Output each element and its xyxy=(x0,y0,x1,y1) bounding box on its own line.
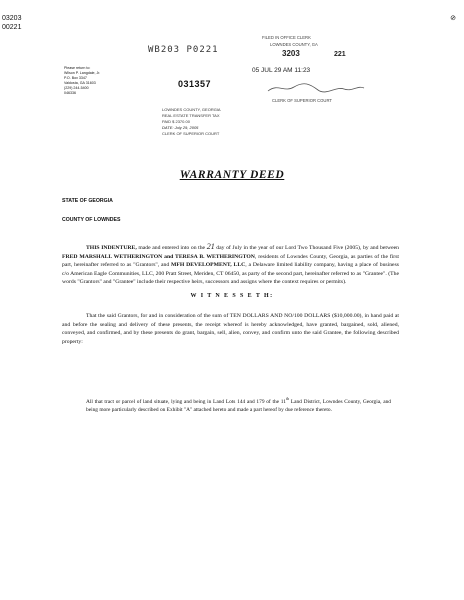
stamp-clerk: CLERK OF SUPERIOR COURT xyxy=(162,131,220,136)
return-to-ref: 046336 xyxy=(64,91,76,95)
return-to-box: P.O. Box 3347 xyxy=(64,76,87,80)
consideration-text: That the said Grantors, for and in consideration of the sum of TEN DOLLARS AND NO/100 DOLLARS ($10,000.00), in hand paid at and before the sealing and delivery of these presents, the receipt whereof is hereby acknowledged, have granted, bargained, sold, aliened, conveyed, and confirmed, and by these presents do grant, bargain, sell, alien, convey, and confirm unto the said Grantee, the following described property: xyxy=(62,313,399,345)
clerk-stamp-county: LOWNDES COUNTY, GA xyxy=(270,42,318,47)
clerk-stamp-book: 3203 xyxy=(282,49,300,58)
property-text-2: Land District, Lowndes County, Georgia, and being more particularly described on Exhibit "A" attached hereto and made a part hereof by due reference thereto. xyxy=(86,398,391,413)
document-number-stamp: WB203 P0221 xyxy=(148,45,219,55)
stamp-date: DATE: July 29, 2005 xyxy=(162,125,199,130)
book-page-reference xyxy=(2,14,21,32)
return-to-city: Valdosta, GA 31603 xyxy=(64,81,96,85)
book-number: 03203 xyxy=(2,15,22,22)
indenture-day: 21 xyxy=(206,242,215,251)
return-address-block xyxy=(64,66,126,96)
return-to-name: Wilson P. Langdale, Jr. xyxy=(64,71,101,75)
grantor-names: FRED MARSHALL WETHERINGTON and TERESA B. WETHERINGTON xyxy=(62,253,255,260)
document-title: WARRANTY DEED xyxy=(179,169,285,181)
county-heading: COUNTY OF LOWNDES xyxy=(62,217,121,223)
indenture-text-3: , residents of Lowndes County, Georgia, as parties of the first part, hereinafter referred to as "Grantors", and xyxy=(62,253,399,269)
clerk-stamp-page: 221 xyxy=(334,51,346,58)
file-number: 031357 xyxy=(178,79,212,89)
indenture-lead: THIS INDENTURE, xyxy=(86,245,137,251)
property-ordinal: th xyxy=(285,396,290,401)
return-to-phone: (229) 244-5400 xyxy=(64,86,89,90)
indenture-paragraph xyxy=(62,243,399,287)
indenture-text-2: day of July in the year of our Lord Two Thousand Five (2005), by and between xyxy=(214,245,399,251)
indenture-text-4: , a Delaware limited liability company, having a place of business c/o American Eagle Communities, LLC, 200 Pratt Street, Meriden, CT 06450, as party of the second part, hereinafter referred to as "Grantee". (The words "Grantors" and "Grantee" include their respective heirs, successors and assigns where the context requires or permits). xyxy=(62,262,400,286)
clerk-stamp-title: CLERK OF SUPERIOR COURT xyxy=(272,98,332,103)
clerk-signature xyxy=(266,81,366,95)
stamp-paid-amount: PAID $ 2370.00 xyxy=(162,119,190,124)
stamp-tax-label: REAL ESTATE TRANSFER TAX xyxy=(162,113,220,118)
witnesseth-heading: W I T N E S S E T H: xyxy=(190,293,274,299)
property-text-1: All that tract or parcel of land situate, lying and being in Land Lots 144 and 179 of the 11 xyxy=(86,398,286,405)
clerk-stamp-datetime: 05 JUL 29 AM 11:23 xyxy=(252,67,311,74)
consideration-paragraph xyxy=(62,312,399,346)
property-description xyxy=(86,395,391,414)
stamp-county: LOWNDES COUNTY, GEORGIA xyxy=(162,107,221,112)
transfer-tax-stamp xyxy=(162,107,258,137)
state-heading: STATE OF GEORGIA xyxy=(62,198,113,204)
corner-mark: ⊘ xyxy=(450,15,456,22)
grantee-name: MFH DEVELOPMENT, LLC xyxy=(171,262,246,269)
clerk-stamp-filed: FILED IN OFFICE CLERK xyxy=(262,35,311,40)
return-to-label: Please return to: xyxy=(64,66,91,70)
clerk-filing-stamp xyxy=(252,33,376,109)
indenture-text-1: made and entered into on the xyxy=(136,245,207,251)
page-number: 00221 xyxy=(2,24,22,31)
